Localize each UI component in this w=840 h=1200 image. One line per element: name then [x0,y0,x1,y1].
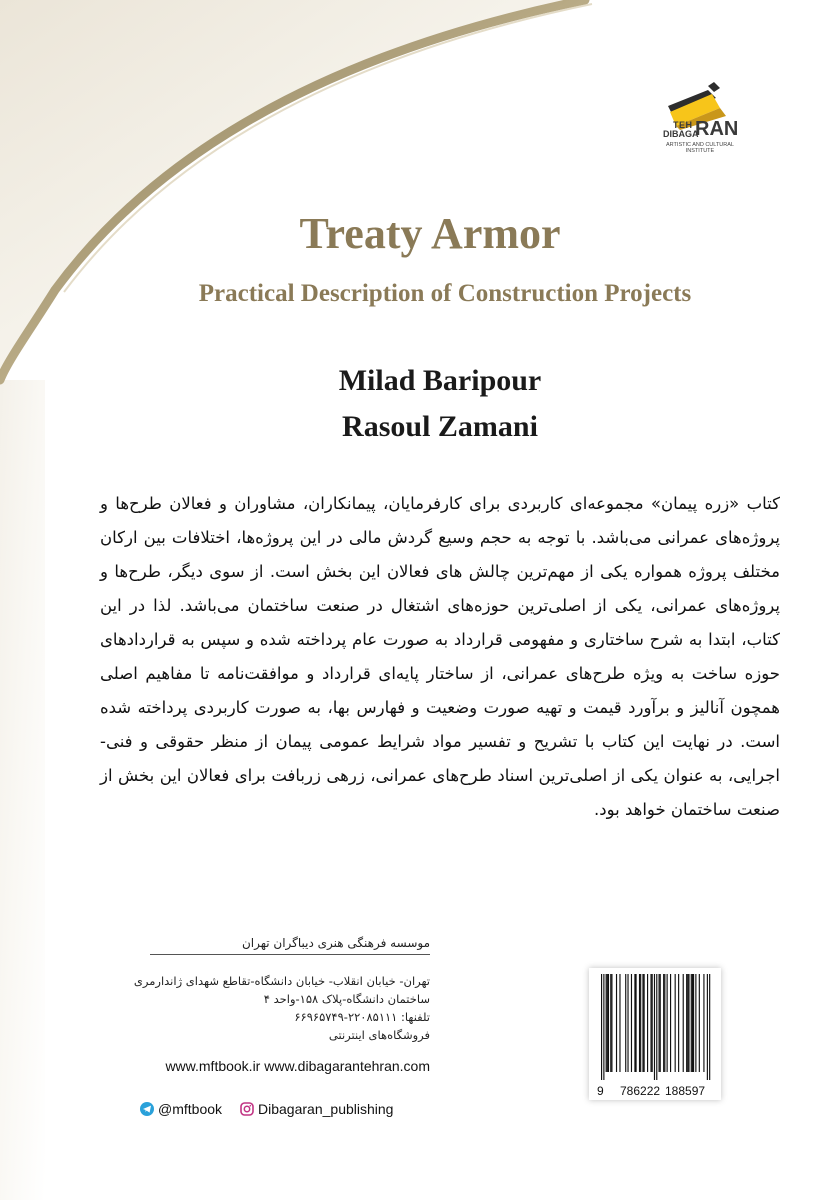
barcode-bar [667,974,668,1072]
barcode-bar [670,974,671,1072]
barcode-bar [625,974,626,1072]
barcode-bar [611,974,612,1072]
book-description: کتاب «زره پیمان» مجموعه‌ای کاربردی برای کارفرمایان، پیمانکاران، مشاوران و فعالان طرح‌ها و پروژه‌های عمرانی می‌باشد. با توجه به حجم وسیع گردش مالی در این پروژه‌ها، اختلافات بین ارکان مختلف پروژه همواره یکی از مهم‌ترین چالش های فعالان این بخش است. از سوی دیگر، طرح‌ها و پروژه‌های عمرانی، یکی از اصلی‌ترین حوزه‌های اشتغال در صنعت ساختمان می‌باشد. لذا در این کتاب، ابتدا به شرح ساختاری و مفهومی قرارداد به صورت عام پرداخته شده و سپس به قراردادهای حوزه ساخت به ویژه طرح‌های عمرانی، از ساختار پایه‌ای قرارداد و موافقت‌نامه تا مفاهیم اصلی همچون آنالیز و برآورد قیمت و تهیه صورت وضعیت و فهارس بها، به صورت کاربردی پرداخته شده است. در نهایت این کتاب با تشریح و تفسیر مواد شرایط عمومی پیمان از منظر حقوقی و فنی-اجرایی، به عنوان یکی از اصلی‌ترین اسناد طرح‌های عمرانی، زرهی زربافت برای فعالان این بخش از صنعت ساختمان خواهد بود. [100,494,780,819]
barcode-bar [659,974,660,1072]
book-subtitle: Practical Description of Construction Projects [198,280,692,307]
barcode-bar [654,974,655,1080]
barcode-bar [707,974,708,1080]
barcode-bar [631,974,632,1072]
barcode-bar [652,974,653,1072]
barcode-bar [683,974,684,1072]
logo-dibaga: DIBAGA [663,129,699,139]
barcode-bar [619,974,620,1072]
barcode-bar [664,974,665,1072]
publisher-contact [110,972,430,1044]
barcode-bar [610,974,611,1072]
author-name: Rasoul Zamani [342,410,538,443]
address-line: تهران- خیابان انقلاب- خیابان دانشگاه-تقاطع شهدای ژاندارمری [133,974,430,988]
phone-numbers: تلفنها: ۲۲۰۸۵۱۱۱-۶۶۹۶۵۷۴۹ [294,1010,430,1024]
isbn-barcode [589,968,721,1100]
book-title: Treaty Armor [299,209,561,258]
barcode-bar [616,974,617,1072]
author-name: Milad Baripour [338,364,542,397]
barcode-bar [634,974,635,1072]
barcode-bar [656,974,657,1080]
barcode-bar [601,974,602,1080]
barcode-bar [644,974,645,1072]
barcode-bar [608,974,609,1072]
barcode-bar [692,974,693,1072]
instagram-icon [240,1102,254,1116]
barcode-bar [650,974,651,1072]
barcode-bar [642,974,643,1072]
barcode-bar [675,974,676,1072]
barcode-digits-left: 786222 [620,1084,661,1098]
address-line: ساختمان دانشگاه-پلاک ۱۵۸-واحد ۴ [263,992,430,1006]
barcode-digits-right: 188597 [665,1084,706,1098]
logo-teh: TEH [673,120,693,130]
logo-subtitle: ARTISTIC AND CULTURAL INSTITUTE [666,142,734,154]
barcode-bar [693,974,694,1072]
barcode-bar [687,974,688,1072]
instagram-handle[interactable]: Dibagaran_publishing [258,1101,394,1117]
barcode-bar [603,974,604,1080]
barcode-bar [686,974,687,1072]
online-stores-label: فروشگاه‌های اینترنتی [328,1028,430,1042]
barcode-bar [699,974,700,1072]
barcode-bar [688,974,689,1072]
barcode-bar [678,974,679,1072]
barcode-bar [606,974,607,1072]
barcode-bar [607,974,608,1072]
barcode-bars [589,968,721,1100]
publisher-name: موسسه فرهنگی هنری دیباگران تهران [150,936,430,955]
logo-ran: RAN [695,118,739,140]
barcode-bar [627,974,628,1072]
barcode-bar [663,974,664,1072]
barcode-bar [647,974,648,1072]
left-shading [0,380,45,1200]
barcode-bar [695,974,696,1072]
barcode-bar [636,974,637,1072]
social-links [140,1098,393,1120]
barcode-bar [660,974,661,1072]
barcode-bar [640,974,641,1072]
barcode-bar [703,974,704,1072]
barcode-bar [639,974,640,1072]
barcode-bar [709,974,710,1080]
telegram-handle[interactable]: @mftbook [158,1101,223,1117]
barcode-lead-digit: 9 [597,1084,604,1098]
barcode-bar [691,974,692,1072]
website-links[interactable]: www.mftbook.ir www.dibagarantehran.com [165,1058,430,1074]
telegram-icon [140,1102,154,1116]
